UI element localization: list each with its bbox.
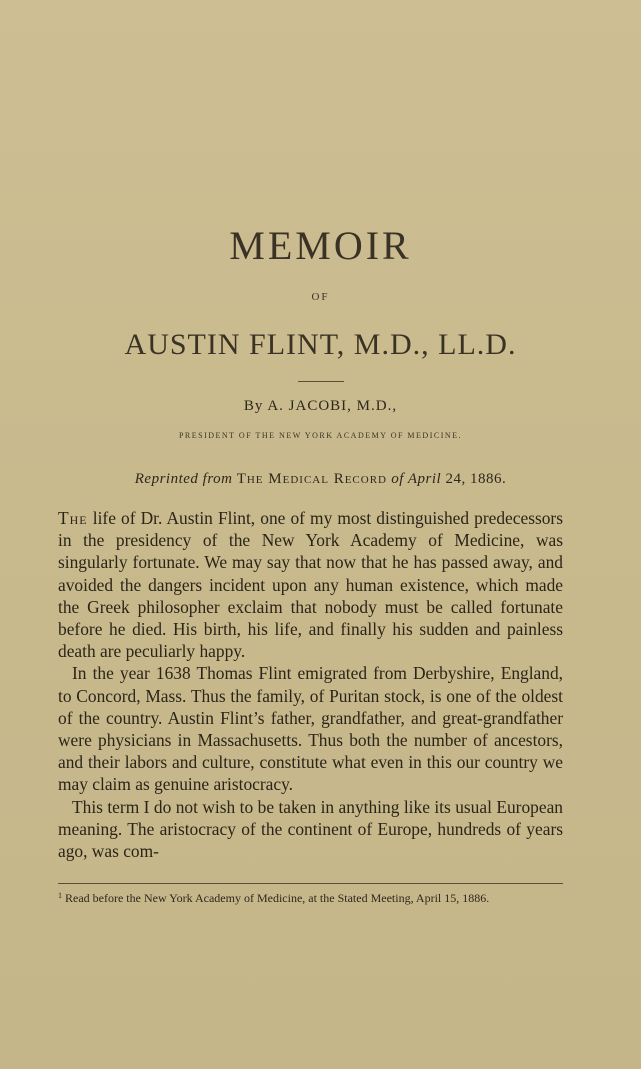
reprint-prefix: Reprinted from — [134, 471, 233, 487]
footnote — [58, 889, 563, 905]
memoir-body — [58, 507, 563, 862]
title-connector: OF — [311, 291, 330, 303]
paragraph-3: This term I do not wish to be taken in anything like its usual European meaning. The aristocracy of the continent of Europe, hundreds of years ago, was com- — [58, 796, 563, 862]
reprint-journal: The Medical Record — [236, 471, 387, 487]
paragraph-1-text: life of Dr. Austin Flint, one of my most distinguished predecessors in the presidency of the New York Academy of Medicine, was singularly fortunate. We may say that now that he has passed away, and avoided the dangers incident upon any human existence, which made the Greek philosopher exclaim that nobody must be called fortunate before he died. His birth, his life, and finally his sudden and painless death are peculiarly happy. — [58, 508, 563, 662]
memoir-title: MEMOIR — [229, 223, 412, 268]
paragraph-lead: The — [58, 508, 88, 528]
footnote-divider — [58, 883, 563, 884]
paragraph-1 — [58, 507, 563, 662]
title-divider — [298, 381, 344, 382]
reprint-date-prefix: of April — [391, 471, 442, 487]
footnote-text: Read before the New York Academy of Medicine, at the Stated Meeting, April 15, 1886. — [65, 891, 490, 905]
subject-name: AUSTIN FLINT, M.D., LL.D. — [124, 328, 517, 361]
paragraph-2: In the year 1638 Thomas Flint emigrated from Derbyshire, England, to Concord, Mass. Thus the family, of Puritan stock, is one of the oldest of the country. Austin Flint’s father, grandfather, and great-grandfather were physicians in Massachusetts. Thus both the number of ancestors, and their labors and culture, constitute what even in this our country we may claim as genuine aristocracy. — [58, 663, 563, 795]
reprint-notice — [60, 471, 581, 488]
reprint-date: 24, 1886. — [445, 471, 507, 487]
footnote-mark: 1 — [58, 891, 62, 900]
author-line: By A. JACOBI, M.D., — [243, 398, 398, 414]
author-position: PRESIDENT OF THE NEW YORK ACADEMY OF MEDICINE. — [178, 431, 463, 440]
